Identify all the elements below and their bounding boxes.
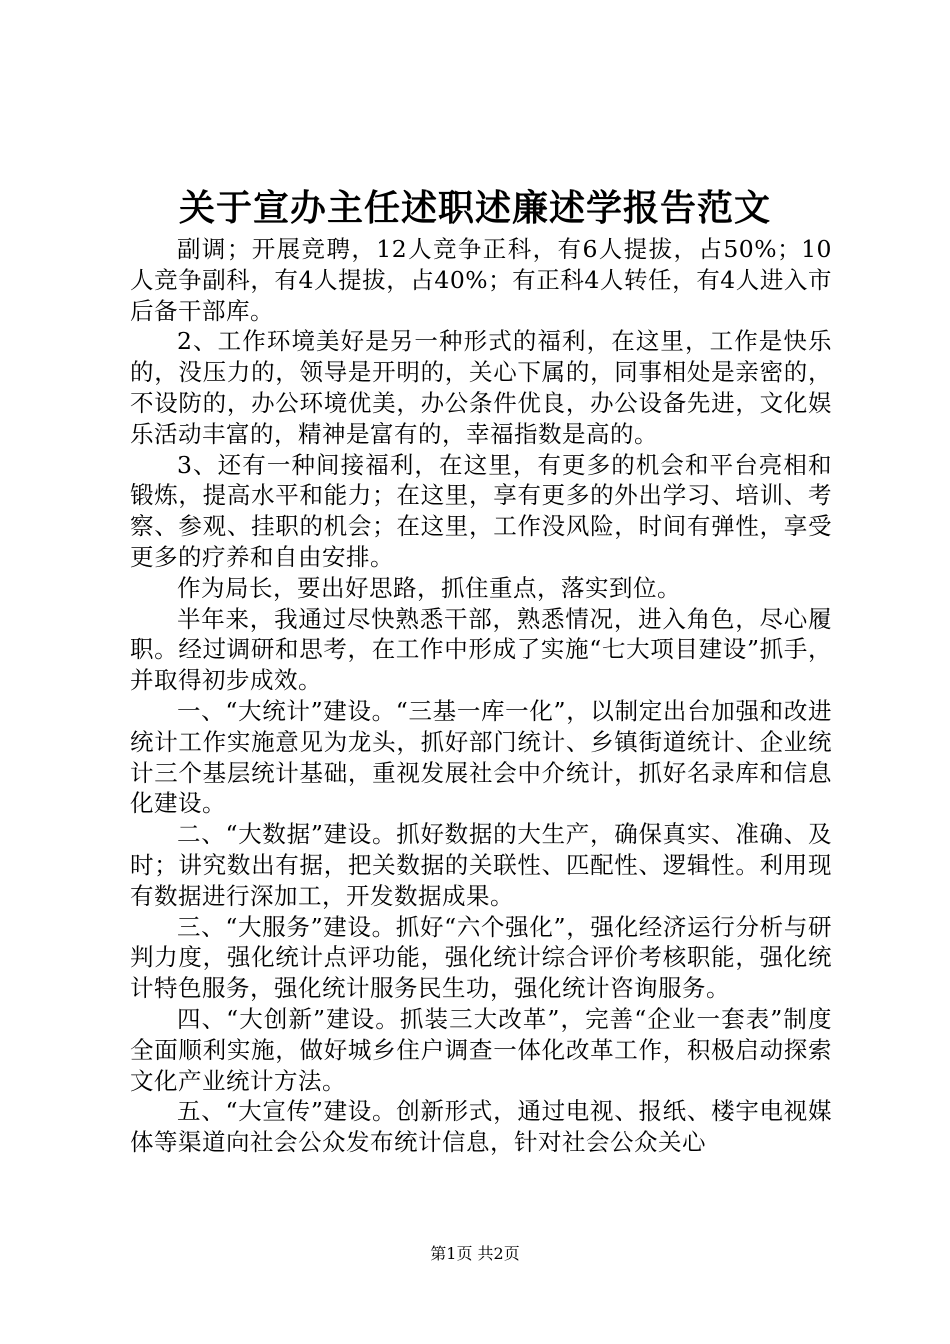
paragraph: 二、“大数据”建设。抓好数据的大生产，确保真实、准确、及时；讲究数出有据，把关数据的关联性、匹配性、逻辑性。利用现有数据进行深加工，开发数据成果。 bbox=[130, 820, 832, 910]
page-footer: 第1页 共2页 bbox=[430, 1244, 520, 1263]
paragraph: 副调；开展竞聘，12人竞争正科，有6人提拔，占50%；10人竞争副科，有4人提拔，占40%；有正科4人转任，有4人进入市后备干部库。 bbox=[130, 235, 832, 325]
paragraph: 三、“大服务”建设。抓好“六个强化”，强化经济运行分析与研判力度，强化统计点评功能，强化统计综合评价考核职能，强化统计特色服务，强化统计服务民生功，强化统计咨询服务。 bbox=[130, 912, 832, 1003]
paragraph: 作为局长，要出好思路，抓住重点，落实到位。 bbox=[177, 573, 681, 602]
document-title: 关于宣办主任述职述廉述学报告范文 bbox=[178, 187, 771, 229]
paragraph: 四、“大创新”建设。抓装三大改革”，完善“企业一套表”制度全面顺利实施，做好城乡住户调查一体化改革工作，积极启动探索文化产业统计方法。 bbox=[130, 1004, 832, 1095]
document-body bbox=[130, 234, 832, 1158]
paragraph: 一、“大统计”建设。“三基一库一化”，以制定出台加强和改进统计工作实施意见为龙头，抓好部门统计、乡镇街道统计、企业统计三个基层统计基础，重视发展社会中介统计，抓好名录库和信息化建设。 bbox=[130, 696, 832, 818]
paragraph: 半年来，我通过尽快熟悉干部，熟悉情况，进入角色，尽心履职。经过调研和思考，在工作中形成了实施“七大项目建设”抓手，并取得初步成效。 bbox=[130, 604, 832, 695]
paragraph: 2、工作环境美好是另一种形式的福利，在这里，工作是快乐的，没压力的，领导是开明的，关心下属的，同事相处是亲密的，不设防的，办公环境优美，办公条件优良，办公设备先进，文化娱乐活动丰富的，精神是富有的，幸福指数是高的。 bbox=[130, 327, 832, 448]
paragraph: 五、“大宣传”建设。创新形式，通过电视、报纸、楼宇电视媒体等渠道向社会公众发布统计信息，针对社会公众关心 bbox=[130, 1097, 832, 1157]
paragraph: 3、还有一种间接福利，在这里，有更多的机会和平台亮相和锻炼，提高水平和能力；在这里，享有更多的外出学习、培训、考察、参观、挂职的机会；在这里，工作没风险，时间有弹性，享受更多的疗养和自由安排。 bbox=[130, 450, 832, 571]
